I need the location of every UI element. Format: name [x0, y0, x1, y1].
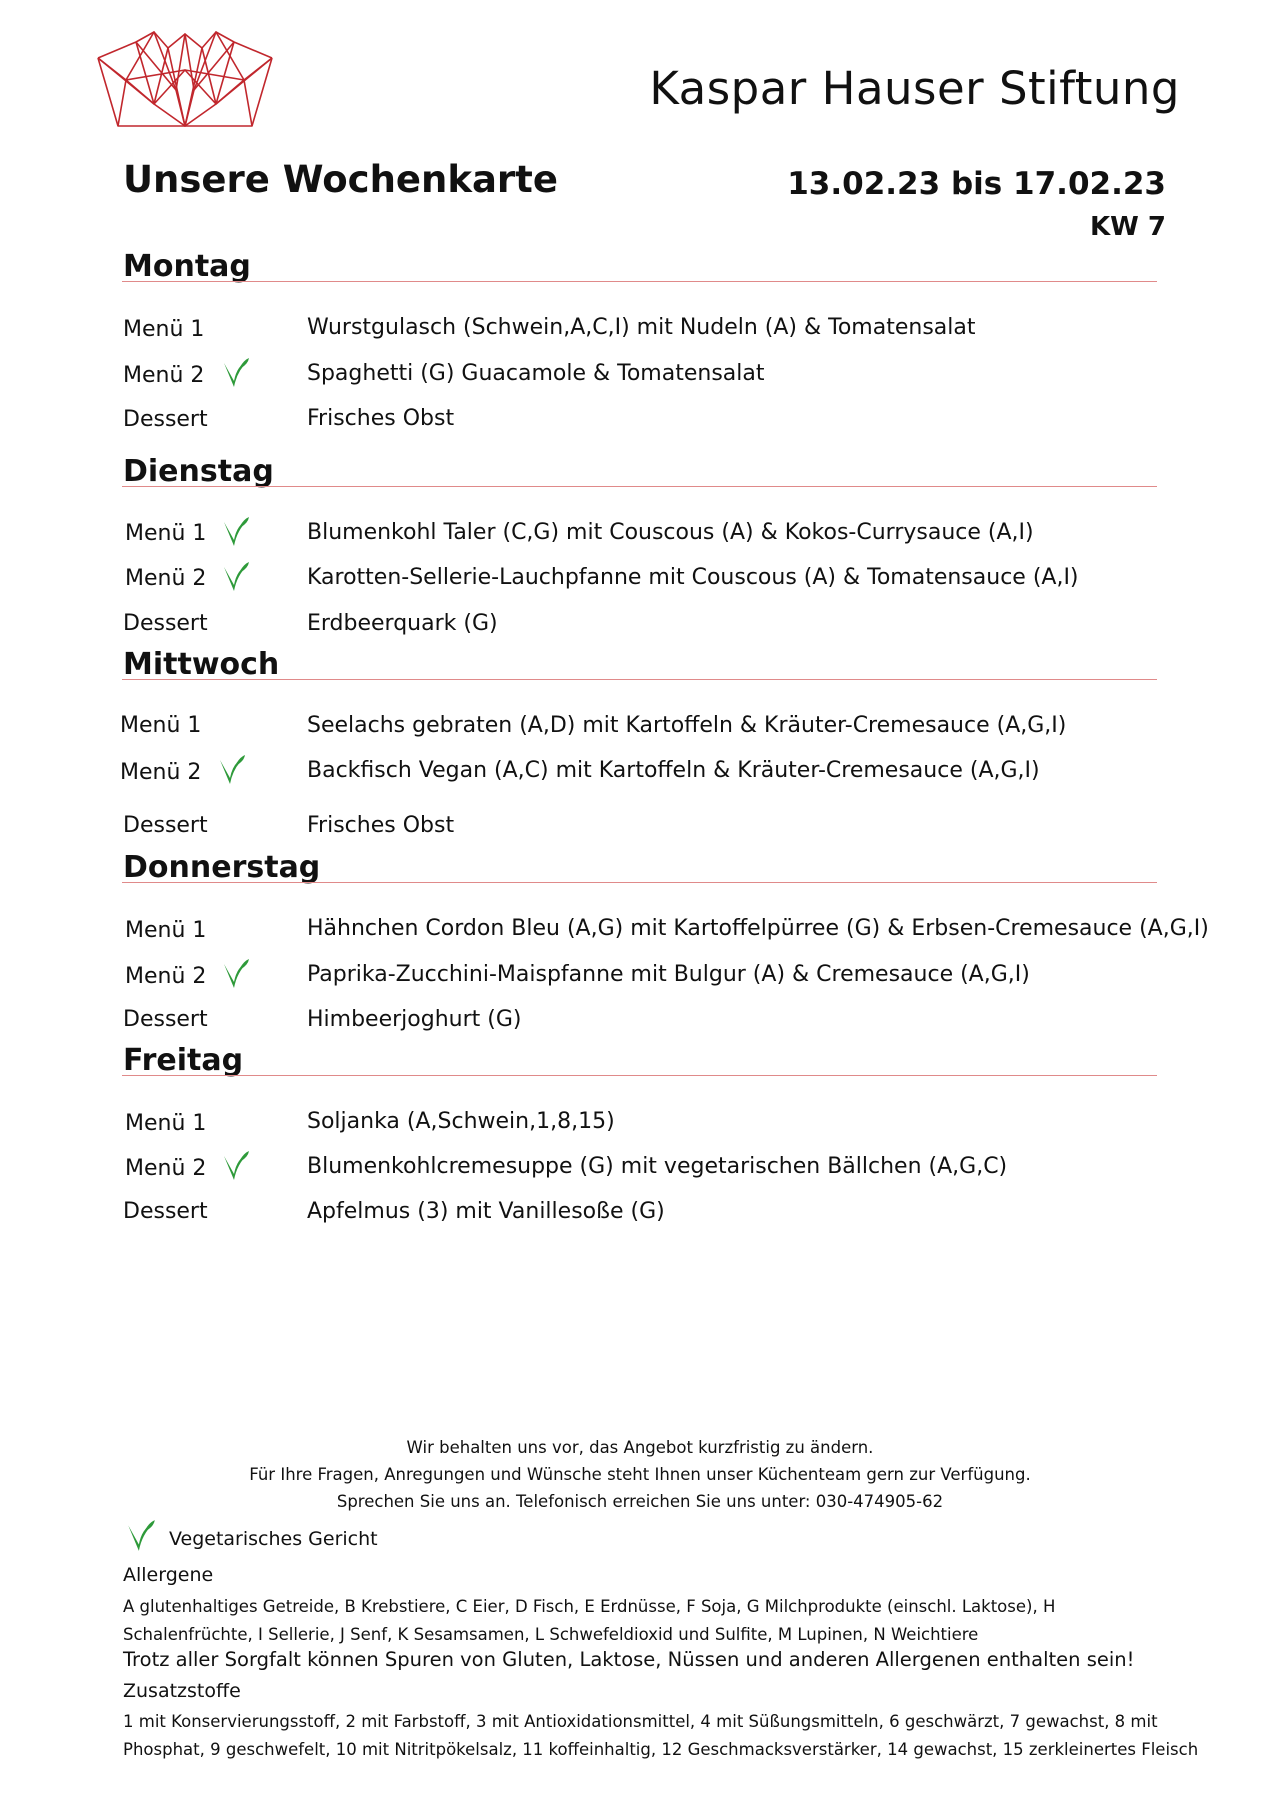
menu-dish: Himbeerjoghurt (G) [307, 1007, 522, 1032]
menu-row [0, 962, 1280, 992]
menu-label: Menü 1 [125, 918, 207, 943]
menu-row [0, 916, 1280, 946]
footer-contact: Sprechen Sie uns an. Telefonisch erreichen Sie uns unter: 030-474905-62 [336, 1492, 944, 1511]
menu-dish: Paprika-Zucchini-Maispfanne mit Bulgur (A) & Cremesauce (A,G,I) [307, 962, 1030, 987]
vegetarian-legend-icon [126, 1519, 156, 1553]
day-title: Donnerstag [123, 850, 321, 885]
menu-dish: Seelachs gebraten (A,D) mit Kartoffeln & Kräuter-Cremesauce (A,G,I) [307, 713, 1067, 738]
menu-row [0, 406, 1280, 436]
menu-row [0, 1154, 1280, 1184]
additives-heading: Zusatzstoffe [123, 1680, 241, 1702]
menu-row [0, 1007, 1280, 1037]
page-title: Unsere Wochenkarte [123, 158, 558, 201]
day-title: Montag [123, 249, 251, 284]
menu-row [0, 565, 1280, 595]
vegetarian-legend-label: Vegetarisches Gericht [169, 1528, 378, 1550]
vegetarian-icon [222, 958, 250, 990]
day-divider [122, 882, 1157, 883]
vegetarian-icon [222, 1150, 250, 1182]
menu-dish: Wurstgulasch (Schwein,A,C,I) mit Nudeln (A) & Tomatensalat [307, 315, 976, 340]
footer-notice: Für Ihre Fragen, Anregungen und Wünsche steht Ihnen unser Küchenteam gern zur Verfügung. [249, 1465, 1031, 1484]
menu-label: Dessert [123, 611, 208, 636]
vegetarian-icon [222, 561, 250, 593]
menu-row [0, 1109, 1280, 1139]
menu-label: Menü 2 [125, 1156, 207, 1181]
week-number: KW 7 [1090, 212, 1166, 242]
allergen-warning: Trotz aller Sorgfalt können Spuren von Gluten, Laktose, Nüssen und anderen Allergenen enthalten sein! [123, 1648, 1135, 1671]
menu-dish: Frisches Obst [307, 406, 455, 431]
footer-notes [0, 1434, 1280, 1515]
menu-dish: Apfelmus (3) mit Vanillesoße (G) [307, 1199, 665, 1224]
vegetarian-icon [222, 516, 250, 548]
menu-dish: Blumenkohlcremesuppe (G) mit vegetarischen Bällchen (A,G,C) [307, 1154, 1008, 1179]
day-divider [122, 1075, 1157, 1076]
menu-dish: Blumenkohl Taler (C,G) mit Couscous (A) & Kokos-Currysauce (A,I) [307, 520, 1034, 545]
date-range: 13.02.23 bis 17.02.23 [787, 166, 1166, 202]
menu-label: Menü 1 [123, 317, 205, 342]
menu-row [0, 520, 1280, 550]
menu-label: Menü 2 [123, 363, 205, 388]
menu-label: Menü 2 [125, 566, 207, 591]
day-divider [122, 486, 1157, 487]
menu-dish: Spaghetti (G) Guacamole & Tomatensalat [307, 361, 765, 386]
menu-row [0, 611, 1280, 641]
menu-row [0, 361, 1280, 391]
day-divider [122, 679, 1157, 680]
menu-label: Menü 1 [120, 713, 202, 738]
menu-dish: Karotten-Sellerie-Lauchpfanne mit Couscous (A) & Tomatensauce (A,I) [307, 565, 1079, 590]
additives-list: 1 mit Konservierungsstoff, 2 mit Farbstoff, 3 mit Antioxidationsmittel, 4 mit Süßungsmitteln, 6 geschwärzt, 7 gewachst, 8 mit Phosphat, 9 geschwefelt, 10 mit Nitritpökelsalz, 11 koffeinhaltig, 12 Geschmacksverstärker, 14 gewachst, 15 zerkleinertes Fleisch [123, 1712, 1199, 1759]
menu-dish: Soljanka (A,Schwein,1,8,15) [307, 1109, 615, 1134]
menu-dish: Erdbeerquark (G) [307, 611, 498, 636]
menu-label: Menü 1 [125, 521, 207, 546]
day-divider [122, 281, 1157, 282]
crown-logo [96, 30, 274, 130]
allergens-list: A glutenhaltiges Getreide, B Krebstiere, C Eier, D Fisch, E Erdnüsse, F Soja, G Milchprodukte (einschl. Laktose), H Schalenfrüchte, I Sellerie, J Senf, K Sesamsamen, L Schwefeldioxid und Sulfite, M Lupinen, N Weichtiere [123, 1597, 1056, 1644]
menu-row [0, 713, 1280, 743]
menu-dish: Hähnchen Cordon Bleu (A,G) mit Kartoffelpürree (G) & Erbsen-Cremesauce (A,G,I) [307, 916, 1209, 941]
menu-row [0, 315, 1280, 345]
menu-row [0, 758, 1280, 788]
menu-label: Dessert [123, 407, 208, 432]
menu-dish: Backfisch Vegan (A,C) mit Kartoffeln & Kräuter-Cremesauce (A,G,I) [307, 758, 1040, 783]
organization-name: Kaspar Hauser Stiftung [649, 62, 1180, 115]
footer-notice: Wir behalten uns vor, das Angebot kurzfristig zu ändern. [406, 1438, 874, 1457]
menu-label: Dessert [123, 1199, 208, 1224]
menu-label: Dessert [123, 813, 208, 838]
menu-label: Dessert [123, 1007, 208, 1032]
menu-label: Menü 2 [120, 760, 202, 785]
menu-label: Menü 1 [125, 1111, 207, 1136]
day-title: Mittwoch [123, 647, 280, 682]
day-title: Dienstag [123, 454, 274, 489]
menu-row [0, 813, 1280, 843]
vegetarian-icon [218, 754, 246, 786]
menu-row [0, 1199, 1280, 1229]
day-title: Freitag [123, 1043, 244, 1078]
vegetarian-icon [222, 357, 250, 389]
menu-label: Menü 2 [125, 964, 207, 989]
menu-dish: Frisches Obst [307, 813, 455, 838]
allergens-heading: Allergene [123, 1564, 214, 1586]
